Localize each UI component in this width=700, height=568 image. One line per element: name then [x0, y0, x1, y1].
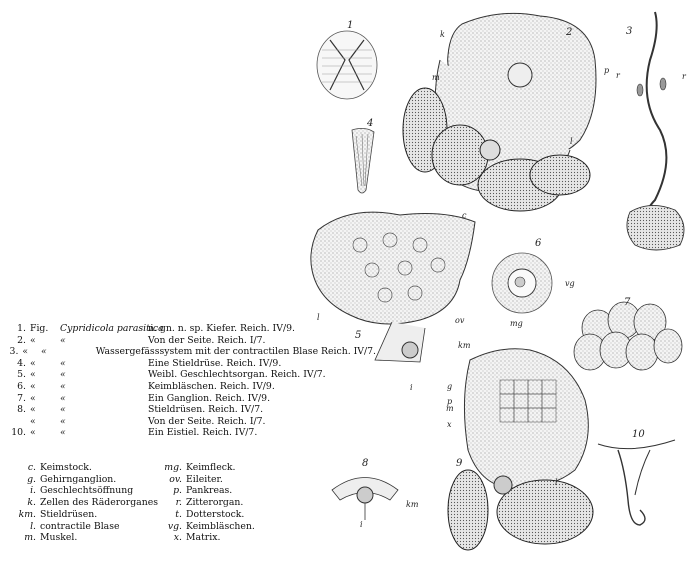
abbreviation-meaning: Pankreas.: [186, 485, 233, 497]
legend-genus: «: [60, 415, 66, 427]
figure-7-ganglion: [574, 302, 682, 370]
legend-genus: «: [60, 427, 66, 439]
legend-number: 2.: [17, 334, 26, 346]
legend-fig: «: [22, 346, 29, 358]
figure-label: c: [462, 211, 467, 220]
legend-fig: «: [30, 380, 36, 392]
figure-label: km: [458, 341, 471, 350]
abbreviation-meaning: Stieldrüsen.: [40, 508, 98, 520]
legend-description: Stieldrüsen. Reich. IV/7.: [148, 404, 264, 416]
legend-genus: «: [60, 380, 66, 392]
legend-genus: «: [60, 392, 66, 404]
abbreviation-row: [12, 474, 304, 486]
abbreviation-key: c.: [27, 462, 36, 473]
figure-number: 10: [632, 429, 645, 440]
figure-label: p: [604, 66, 610, 75]
figure-label: km: [406, 500, 419, 509]
abbreviation-row: [12, 509, 304, 521]
legend-fig: «: [30, 404, 36, 416]
figure-number: 9: [456, 458, 463, 469]
legend-fig: «: [30, 357, 36, 369]
figure-number: 4: [367, 118, 374, 129]
legend-number: 5.: [17, 369, 26, 381]
legend-fig: «: [30, 369, 36, 381]
legend-description: Wassergefässsystem mit der contractilen Blase Reich. IV/7.: [95, 346, 376, 358]
legend-description: Weibl. Geschlechtsorgan. Reich. IV/7.: [148, 369, 326, 381]
abbreviation-key: vg.: [167, 520, 182, 532]
legend-row: [6, 427, 376, 439]
figure-label: m: [432, 73, 440, 82]
figure-label: ov: [455, 316, 465, 325]
figure-label: l: [555, 478, 558, 487]
abbreviation-key: t.: [175, 508, 182, 520]
abbreviation-key: i.: [30, 485, 36, 497]
abbreviation-key: g.: [27, 473, 36, 485]
legend-description: Von der Seite. Reich. I/7.: [148, 415, 266, 427]
legend-genus: «: [60, 334, 66, 346]
legend-number: 10.: [11, 427, 26, 439]
figure-label: l: [317, 313, 320, 322]
legend-number: 4.: [17, 357, 26, 369]
figure-label: r: [682, 72, 686, 81]
figure-number: 6: [535, 238, 542, 249]
figure-label: p: [447, 397, 453, 406]
abbreviation-key: mg.: [164, 462, 182, 473]
figure-label: i: [360, 520, 363, 529]
legend-fig: «: [30, 427, 36, 439]
figure-4-gland: [352, 128, 374, 193]
legend-fig: «: [30, 415, 36, 427]
legend-number: 1.: [17, 323, 26, 334]
legend-description: Eine Stieldrüse. Reich. IV/9.: [148, 357, 282, 369]
figure-label: x: [447, 420, 452, 429]
figure-8-stalk-glands: [332, 478, 398, 521]
abbreviation-key: ov.: [169, 473, 182, 485]
figure-label: i: [410, 383, 413, 392]
legend-row: [6, 381, 376, 393]
legend-description: n. gn. n. sp. Kiefer. Reich. IV/9.: [148, 323, 295, 334]
legend-row: [6, 393, 376, 405]
abbreviation-meaning: Zellen des Räderorganes: [40, 497, 158, 509]
abbreviation-meaning: Muskel.: [40, 532, 78, 544]
figure-2-animal: [403, 13, 596, 211]
figure-label: r: [616, 71, 620, 80]
figure-legend: [6, 323, 376, 439]
legend-row: [6, 335, 376, 347]
figure-label: g: [447, 382, 453, 391]
legend-genus: Cypridicola parasitica: [60, 323, 164, 334]
abbreviation-meaning: Zitterorgan.: [186, 497, 244, 509]
figure-label: l: [570, 137, 573, 146]
legend-description: Ein Eistiel. Reich. IV/7.: [148, 427, 258, 439]
abbreviation-meaning: Dotterstock.: [186, 508, 245, 520]
abbreviation-meaning: Keimfleck.: [186, 462, 236, 473]
abbreviation-row: [12, 462, 304, 474]
abbreviation-meaning: Keimbläschen.: [186, 520, 255, 532]
abbreviation-row: [12, 521, 304, 533]
abbreviation-meaning: Eileiter.: [186, 473, 223, 485]
legend-number: 7.: [17, 392, 26, 404]
abbreviation-row: [12, 532, 304, 544]
abbreviation-key: [12, 462, 304, 544]
legend-row: [6, 369, 376, 381]
figure-label: k: [440, 30, 445, 39]
figure-6-germinal-vesicle: [492, 253, 552, 313]
figure-3-vessel-system: [627, 12, 684, 250]
legend-number: 3.: [9, 346, 19, 358]
figure-number: 1: [347, 20, 354, 31]
abbreviation-meaning: Keimstock.: [40, 462, 92, 473]
legend-genus: «: [41, 346, 47, 358]
legend-row: [6, 404, 376, 416]
abbreviation-row: [12, 497, 304, 509]
legend-fig: «: [30, 392, 36, 404]
legend-number: [6, 416, 30, 428]
figure-10-egg-stalk: [598, 440, 675, 525]
abbreviation-meaning: Geschlechtsöffnung: [40, 485, 134, 497]
legend-description: Keimbläschen. Reich. IV/9.: [148, 380, 275, 392]
legend-number: 6.: [17, 380, 26, 392]
figure-number: 7: [624, 297, 631, 308]
abbreviation-meaning: Gehirnganglion.: [40, 473, 117, 485]
abbreviation-key: l.: [30, 520, 36, 532]
figure-1-jaw: [317, 31, 377, 99]
figure-9-animal: [448, 349, 593, 550]
abbreviation-key: x.: [173, 532, 182, 544]
legend-fig: «: [30, 334, 36, 346]
legend-number: 8.: [17, 404, 26, 416]
legend-row: [6, 346, 376, 358]
legend-description: Ein Ganglion. Reich. IV/9.: [148, 392, 271, 404]
abbreviation-meaning: contractile Blase: [40, 520, 120, 532]
figure-number: 5: [355, 330, 362, 341]
abbreviation-row: [12, 485, 304, 497]
legend-row: [6, 323, 376, 335]
legend-row: [6, 358, 376, 370]
legend-description: Von der Seite. Reich. I/7.: [148, 334, 266, 346]
figure-number: 2: [566, 27, 573, 38]
legend-row: [6, 416, 376, 428]
legend-fig: Fig.: [30, 323, 49, 334]
figure-number: 8: [362, 458, 369, 469]
legend-genus: «: [60, 369, 66, 381]
abbreviation-key: k.: [27, 497, 36, 509]
legend-genus: «: [60, 404, 66, 416]
figure-label: mg: [510, 319, 523, 328]
figure-label: vg: [565, 279, 575, 288]
abbreviation-meaning: Matrix.: [186, 532, 221, 544]
abbreviation-key: r.: [175, 497, 182, 509]
legend-genus: «: [60, 357, 66, 369]
abbreviation-key: m.: [24, 532, 36, 544]
figure-number: 3: [626, 26, 633, 37]
abbreviation-key: km.: [18, 508, 36, 520]
abbreviation-key: p.: [173, 485, 182, 497]
figure-label: m: [446, 404, 454, 413]
